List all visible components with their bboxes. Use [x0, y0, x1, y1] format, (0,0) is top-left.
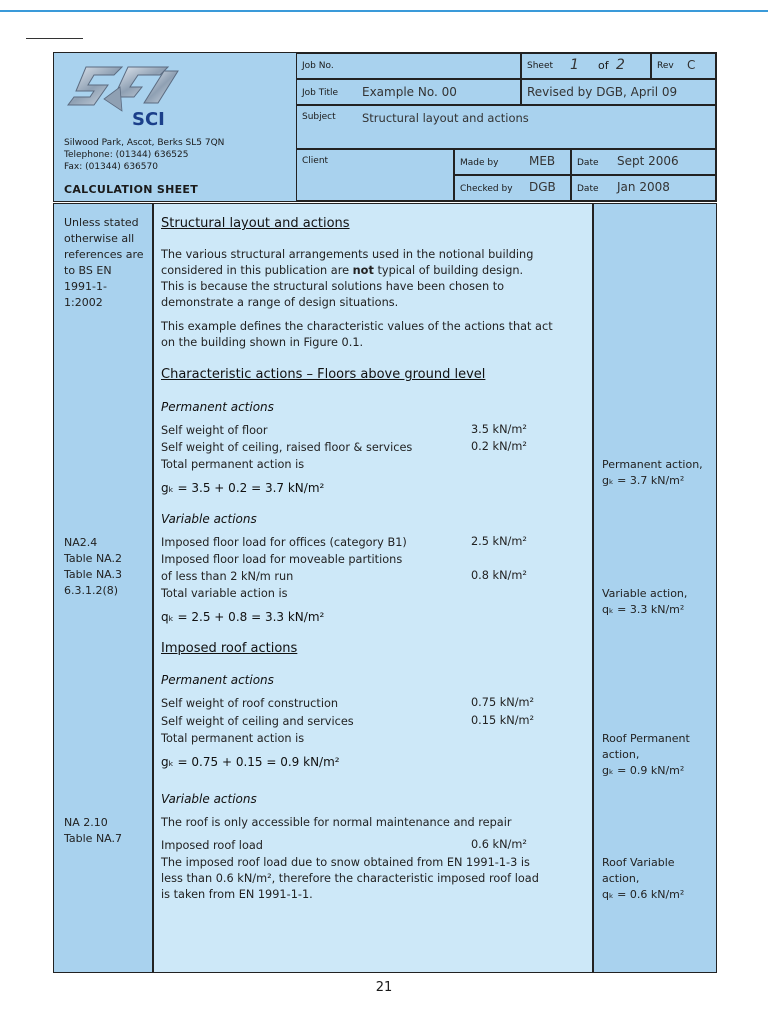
address-block [64, 137, 224, 173]
section-heading: Imposed roof actions [161, 641, 298, 656]
item-label: Imposed floor load for moveable partitions [161, 553, 403, 566]
ref-line: to BS EN [64, 264, 112, 277]
item-label: Total permanent action is [161, 458, 305, 471]
made-by-value: MEB [529, 154, 556, 168]
subject-cell [296, 105, 716, 149]
subsection-heading: Variable actions [161, 512, 257, 526]
job-title-cell [296, 79, 521, 105]
sheet-label: Sheet [527, 61, 554, 71]
rev-label: Rev [657, 61, 674, 71]
para-text: typical of building design. [373, 264, 524, 277]
date1-label: Date [577, 158, 599, 168]
client-label: Client [302, 156, 329, 166]
checked-by-value: DGB [529, 180, 556, 194]
item-label: Total variable action is [161, 587, 288, 600]
ref-line: Table NA.3 [64, 568, 122, 581]
address-line: Silwood Park, Ascot, Berks SL5 7QN [64, 138, 225, 148]
ref-line: references are [64, 248, 144, 261]
telephone-line: Telephone: (01344) 636525 [64, 150, 189, 160]
of-label: of [598, 59, 609, 72]
item-label: Self weight of ceiling, raised floor & services [161, 441, 413, 454]
section-heading: Characteristic actions – Floors above ground level [161, 367, 486, 382]
result-note [602, 731, 690, 779]
logo-panel [54, 53, 297, 201]
para-line: is taken from EN 1991-1-1. [161, 888, 313, 901]
reference-column [54, 204, 154, 972]
note-line: Roof Variable [602, 856, 675, 869]
ref-line: NA2.4 [64, 536, 98, 549]
job-no-label: Job No. [302, 61, 334, 71]
para-line: This is because the structural solutions have been chosen to [161, 280, 505, 293]
item-value: 0.8 kN/m² [471, 569, 527, 582]
subsection-heading: Variable actions [161, 792, 257, 806]
ref-line: NA 2.10 [64, 816, 108, 829]
ref-line: Unless stated [64, 216, 139, 229]
date1-cell [571, 149, 716, 175]
item-label: Imposed roof load [161, 839, 263, 852]
ref-line: 1:2002 [64, 296, 103, 309]
note-line: action, [602, 872, 640, 885]
item-value: 0.15 kN/m² [471, 714, 535, 727]
item-label: of less than 2 kN/m run [161, 570, 294, 583]
sheet-value: 1 [570, 57, 579, 73]
revised-cell [521, 79, 716, 105]
note-line: gₖ = 3.7 kN/m² [602, 474, 685, 487]
equation: gₖ = 0.75 + 0.15 = 0.9 kN/m² [161, 755, 340, 769]
item-label: Self weight of floor [161, 424, 268, 437]
result-note [602, 457, 703, 489]
logo-text: SCI [132, 109, 165, 130]
note-line: Variable action, [602, 587, 688, 600]
made-by-label: Made by [460, 158, 499, 168]
date1-value: Sept 2006 [617, 154, 679, 168]
item-label: Self weight of ceiling and services [161, 715, 354, 728]
sci-logo-icon [64, 59, 184, 131]
item-label: Self weight of roof construction [161, 697, 339, 710]
of-value: 2 [616, 57, 625, 73]
item-value: 0.6 kN/m² [471, 838, 527, 851]
note-line: qₖ = 0.6 kN/m² [602, 888, 685, 901]
reference-block [64, 535, 122, 599]
rev-cell [651, 53, 716, 79]
reference-block [64, 815, 122, 847]
ref-line: otherwise all [64, 232, 135, 245]
item-value: 3.5 kN/m² [471, 423, 527, 436]
checked-by-cell [454, 175, 571, 201]
calc-sheet-title: CALCULATION SHEET [64, 183, 199, 196]
ref-line: 1991-1- [64, 280, 107, 293]
para-line: less than 0.6 kN/m², therefore the characteristic imposed roof load [161, 872, 539, 885]
date2-label: Date [577, 184, 599, 194]
client-cell [296, 149, 454, 201]
job-title-label: Job Title [302, 88, 339, 98]
page-number: 21 [375, 980, 393, 995]
item-value: 2.5 kN/m² [471, 535, 527, 548]
date2-cell [571, 175, 716, 201]
rev-value: C [687, 58, 696, 72]
reference-block [64, 215, 144, 311]
date2-value: Jan 2008 [617, 180, 670, 194]
calc-sheet-body [53, 203, 717, 973]
para-line: on the building shown in Figure 0.1. [161, 336, 364, 349]
note-line: Permanent action, [602, 458, 703, 471]
para-emphasis: not [352, 264, 374, 277]
subject-label: Subject [302, 112, 336, 122]
section-title: Structural layout and actions [161, 216, 350, 231]
item-value: 0.75 kN/m² [471, 696, 535, 709]
para-text: considered in this publication are [161, 264, 353, 277]
sheet-cell [521, 53, 651, 79]
result-note [602, 855, 684, 903]
calculation-column [154, 204, 594, 972]
result-column [594, 204, 716, 972]
equation: gₖ = 3.5 + 0.2 = 3.7 kN/m² [161, 481, 325, 495]
note-line: Roof Permanent [602, 732, 690, 745]
job-title-value: Example No. 00 [362, 85, 457, 99]
item-label: Imposed floor load for offices (category B1) [161, 536, 407, 549]
result-note [602, 586, 687, 618]
job-no-cell [296, 53, 521, 79]
calc-sheet-header [53, 52, 717, 202]
item-value: 0.2 kN/m² [471, 440, 527, 453]
note-line: qₖ = 3.3 kN/m² [602, 603, 685, 616]
ref-line: Table NA.7 [64, 832, 122, 845]
item-label: The roof is only accessible for normal maintenance and repair [161, 816, 512, 829]
para-line: demonstrate a range of design situations. [161, 296, 399, 309]
ref-line: 6.3.1.2(8) [64, 584, 119, 597]
para-line [161, 263, 523, 279]
short-rule [26, 38, 83, 39]
para-line: This example defines the characteristic values of the actions that act [161, 320, 553, 333]
para-line: The imposed roof load due to snow obtained from EN 1991-1-3 is [161, 856, 530, 869]
para-line: The various structural arrangements used in the notional building [161, 248, 534, 261]
revised-value: Revised by DGB, April 09 [527, 85, 678, 99]
equation: qₖ = 2.5 + 0.8 = 3.3 kN/m² [161, 610, 325, 624]
subsection-heading: Permanent actions [161, 673, 274, 687]
made-by-cell [454, 149, 571, 175]
fax-line: Fax: (01344) 636570 [64, 162, 158, 172]
ref-line: Table NA.2 [64, 552, 122, 565]
subsection-heading: Permanent actions [161, 400, 274, 414]
note-line: gₖ = 0.9 kN/m² [602, 764, 685, 777]
note-line: action, [602, 748, 640, 761]
checked-by-label: Checked by [460, 184, 513, 194]
item-label: Total permanent action is [161, 732, 305, 745]
top-rule [0, 10, 768, 12]
subject-value: Structural layout and actions [362, 111, 529, 125]
